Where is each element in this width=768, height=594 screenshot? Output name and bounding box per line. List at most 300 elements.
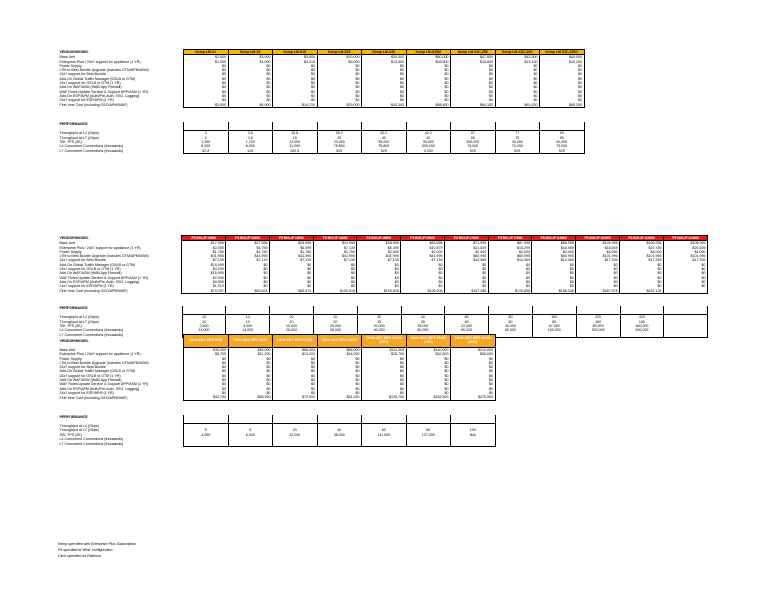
perf-cell: 3,000 [406,149,451,154]
price-cell: $0 [620,271,664,275]
price-cell: $83,624 [226,289,270,294]
price-cell: $0 [540,77,585,81]
price-cell: $0 [362,382,407,386]
model-header: F5 BIG-IP i2600 [182,236,226,241]
price-cell: $11,250 [228,352,273,356]
price-cell: $432,128 [620,289,664,294]
perf-cell: 35,000 [406,140,451,144]
price-cell: $0 [184,81,229,85]
perf-label: Throughput at L7 (Gbps) [59,135,99,140]
perf-cell: 4,000 [184,433,229,437]
price-cell: $0 [228,72,273,76]
price-cell: $0 [184,357,229,361]
perf-cell [664,333,708,338]
price-cell: $0 [273,98,318,102]
price-cell: $0 [406,72,451,76]
price-cell: $27,995 [226,241,270,246]
perf-label: Throughput at L7 (Gbps) [59,319,99,324]
price-cell: $176,658 [488,289,532,294]
price-cell: $0 [184,374,229,378]
price-cell: $24,995 [182,263,226,267]
price-cell: $0 [576,276,620,280]
price-cell: $42,500 [495,55,540,60]
price-cell: $1,750 [182,250,226,254]
perf-label: L7 Concurrent Connections (thousands) [59,148,124,153]
price-cell: $20,000 [317,55,362,60]
price-cell: $0 [269,267,313,271]
model-header: Citrix ADC MPX 15120 (25G) [362,335,407,348]
perf-cell: 525 [540,149,585,154]
price-cell: $0 [269,263,313,267]
price-cell: $45,000 [228,348,273,353]
price-cell: $0 [273,72,318,76]
price-cell: $0 [313,267,357,271]
perf-cell: 111,000 [362,433,407,437]
price-cell: $0 [664,263,708,267]
price-cell: $0 [226,280,270,284]
price-cell: $0 [317,357,362,361]
row-label: Add-On WAF/ASM (WAB App Firewall) [59,378,122,383]
price-cell: $15,299 [488,246,532,250]
model-header: F5 BIG-IP i10800 [576,236,620,241]
price-cell: $5,099 [269,246,313,250]
price-cell: $186,348 [532,289,576,294]
price-cell: $0 [406,77,451,81]
price-cell: $0 [540,90,585,94]
price-cell: $38,995 [357,241,401,246]
perf-label: L7 Concurrent Connections (thousands) [59,332,124,337]
price-cell: $0 [362,94,407,98]
price-cell: $1,750 [226,250,270,254]
perf-cell: 80 [445,315,489,320]
price-cell: $0 [406,90,451,94]
perf-cell: 35,000 [362,140,407,144]
price-cell: $10,369 [532,258,576,262]
row-label: Add-On Global Traffic Manager (GSLB or GTM) [59,369,136,374]
price-cell: $126,008 [401,289,445,294]
price-cell: $15,995 [182,271,226,275]
perf-cell: 38,000 [317,433,362,437]
perf-cell: 40,000 [540,140,585,144]
price-cell: $0 [317,374,362,378]
price-cell: $29,995 [269,241,313,246]
price-cell: $0 [273,68,318,72]
perf-cell [406,441,451,446]
model-header: Kemp LM-X25 [317,50,362,55]
price-cell: $0 [317,81,362,85]
price-cell: $1,750 [269,250,313,254]
price-cell: $0 [273,64,318,68]
perf-cell: 525 [317,149,362,154]
price-cell: $108,995 [664,241,708,246]
perf-cell: 525 [362,149,407,154]
price-cell: $0 [269,284,313,288]
performance-title: PERFORMANCE [59,121,88,126]
price-cell: $0 [540,68,585,72]
model-header: Kemp LM-X4C-100G [540,50,585,55]
price-cell: $0 [488,263,532,267]
perf-cell: 3.6 [228,131,273,136]
price-cell: $0 [451,361,496,365]
price-cell: $0 [495,98,540,102]
price-cell: $0 [317,391,362,395]
perf-cell: 525 [495,149,540,154]
perf-cell: 75,000 [540,144,585,148]
price-cell: $0 [313,271,357,275]
price-cell: $1,019 [182,284,226,288]
price-cell: $20,250 [540,60,585,64]
price-cell: $162,500 [406,395,451,400]
price-cell: $0 [228,68,273,72]
price-cell: $41,995 [401,254,445,258]
price-cell: $0 [495,77,540,81]
price-cell: $55,000 [451,352,496,356]
price-cell: $0 [273,81,318,85]
price-cell: $0 [226,263,270,267]
perf-cell: 80,000 [489,328,533,332]
price-cell: $210,000 [451,348,496,353]
price-cell: $0 [273,369,318,373]
price-cell: $66,000 [273,348,318,353]
row-label: First Year Cost (Including GEO/APM/WAF) [59,395,128,400]
price-cell: $43,750 [184,395,229,400]
price-cell: $0 [444,284,488,288]
price-cell: $2,000 [357,250,401,254]
perf-cell: 57 [451,131,496,136]
perf-cell: 80 [532,320,576,324]
model-header: F5 BIG-IP i4800 [313,236,357,241]
model-header: F5 BIG-IP i7800 [488,236,532,241]
perf-cell: 42.2 [406,131,451,136]
perf-label: SSL TPS (2K) [59,432,82,437]
perf-cell: 60 [445,320,489,324]
price-cell: $0 [228,357,273,361]
price-cell: $0 [228,90,273,94]
perf-cell [451,441,496,446]
price-cell: $0 [401,284,445,288]
price-cell: $0 [406,361,451,365]
perf-label: Throughput at L7 (Gbps) [59,428,99,433]
row-label: Add-On ESP/APM (Auth/Pre-Auth, SSO, Logging) [59,93,140,98]
price-cell: $0 [540,72,585,76]
kemp-section [58,49,585,154]
perf-cell: 160 [576,320,620,324]
row-label: 24x7 support for ESP/APM (1 YR) [59,390,114,395]
price-cell: $0 [362,90,407,94]
price-cell: $0 [273,357,318,361]
price-cell: $0 [444,263,488,267]
price-cell: $0 [406,357,451,361]
price-cell: $0 [228,387,273,391]
perf-cell: 35 [357,320,401,324]
perf-cell: 14,000 [182,328,226,332]
pricing-table [58,334,496,401]
price-cell: $17,339 [576,258,620,262]
perf-cell: 75,800 [362,144,407,148]
footnote: Kemp specified with Enterprise Plus Subscription [58,542,137,546]
perf-label: Throughput at L4 (Gbps) [59,315,99,320]
price-cell: $0 [184,369,229,373]
price-cell: $70,297 [182,289,226,294]
perf-cell: 5 [228,428,273,432]
perf-cell: 75,000 [451,144,496,148]
price-cell: $139,750 [362,395,407,400]
price-cell: $101,995 [576,254,620,258]
price-cell: $0 [495,90,540,94]
price-cell: $0 [317,68,362,72]
price-cell: $0 [664,271,708,275]
price-cell: $71,995 [444,241,488,246]
section-title: VENDOR/MODEL [59,50,89,54]
price-cell: $13,200 [273,352,318,356]
perf-cell: 10 [182,315,226,320]
perf-label: L4 Concurrent Connections (thousands) [59,328,124,333]
price-cell: $0 [406,391,451,395]
price-cell: $0 [362,365,407,369]
price-cell: $0 [664,267,708,271]
price-cell: $0 [317,369,362,373]
perf-cell: 300,000 [576,328,620,332]
perf-cell: 300,000 [406,144,451,148]
price-cell: $64,300 [451,103,496,108]
price-cell: $41,995 [269,254,313,258]
price-cell: $0 [184,77,229,81]
price-cell: $0 [226,284,270,288]
row-label: First Year Cost (Including GEO/APM/WAF) [59,288,128,293]
price-cell: $1,000 [228,60,273,64]
model-header: Citrix ADC MPX 15020 [317,335,362,348]
row-label: 24x7 support for GSLB or GTM (1 YR) [59,267,121,272]
price-cell: $0 [313,276,357,280]
perf-cell: 320 [620,315,664,320]
price-cell: $0 [620,267,664,271]
perf-cell: 20 [313,320,357,324]
row-label: WAF Rules Update Service & Support APP/ASM (1 YR) [59,89,149,94]
price-cell: $45,000 [540,55,585,60]
perf-cell: 300,000 [620,328,664,332]
price-cell: $0 [532,284,576,288]
price-cell: $0 [451,85,496,89]
table-row [58,289,708,294]
perf-cell: 20 [270,320,314,324]
perf-cell: 10 [182,320,226,324]
price-cell: $9,000 [317,60,362,64]
perf-cell: 160 [620,320,664,324]
model-header: F5 BIG-IP i4600 [269,236,313,241]
price-cell: $0 [184,382,229,386]
price-cell: $2,000 [532,250,576,254]
price-cell: $111,300 [362,348,407,353]
price-cell: $0 [269,271,313,275]
model-header: Kemp LM-X3 [228,50,273,55]
price-cell: $14,210 [273,103,318,108]
price-cell: $0 [228,85,273,89]
perf-cell: 93 [540,131,585,136]
price-cell: $0 [273,382,318,386]
price-cell: $0 [401,280,445,284]
price-cell: $53,995 [401,241,445,246]
header-row [58,335,495,348]
perf-cell [184,441,229,446]
price-cell: $0 [488,284,532,288]
performance-table [58,415,496,447]
price-cell: $467,978 [576,289,620,294]
row-label: Add-On WAF/ASM (WAB App Firewall) [59,85,122,90]
price-cell: $0 [451,94,496,98]
perf-cell: 20 [273,428,318,432]
price-cell: $0 [488,267,532,271]
perf-label: L7 Concurrent Connections (thousands) [59,441,124,446]
price-cell: $0 [228,365,273,369]
price-cell: $0 [532,271,576,275]
price-cell: $4,000 [664,250,708,254]
price-cell: $4,000 [620,250,664,254]
perf-cell: 2,500 [182,324,226,328]
price-cell: $0 [620,280,664,284]
price-cell: $0 [451,90,496,94]
price-cell: $41,995 [226,254,270,258]
perf-cell: 320 [576,315,620,320]
perf-cell: 160,000 [620,324,664,328]
perf-cell: 14,000 [226,328,270,332]
perf-cell [532,333,576,338]
perf-cell: 80 [489,315,533,320]
price-cell: $0 [228,361,273,365]
perf-cell: 80,000 [401,328,445,332]
price-cell: $0 [317,64,362,68]
perf-cell: 31,000 [273,144,318,148]
price-cell: $1,000 [184,60,229,64]
price-cell: $0 [451,64,496,68]
price-cell: $0 [362,68,407,72]
price-cell: $0 [228,382,273,386]
perf-cell: 62.8 [184,149,229,154]
model-header: F5 BIG-IP i11800 [664,236,708,241]
price-cell: $0 [357,284,401,288]
price-cell: $0 [406,378,451,382]
price-cell: $0 [620,263,664,267]
price-cell: $4,410 [273,60,318,64]
perf-cell: 20 [313,315,357,320]
row-label: LTM to Best Bundle Upgrade (includes GTM/APM/ASM) [59,254,149,259]
price-cell: $0 [488,271,532,275]
price-cell: $0 [495,72,540,76]
pricing-table [58,235,708,294]
perf-cell: 40,000 [357,328,401,332]
perf-cell: 75,800 [317,144,362,148]
model-header: F5 BIG-IP i11600 [620,236,664,241]
row-label: 24x7 support for Best Bundle [59,258,106,263]
perf-cell: 5 [184,428,229,432]
price-cell: $0 [451,369,496,373]
price-cell: $87,995 [488,241,532,246]
price-cell: $65,250 [540,103,585,108]
price-cell: $0 [317,361,362,365]
price-cell: $0 [576,271,620,275]
perf-cell: 160 [532,315,576,320]
model-header: Citrix ADC MPX 5901 [184,335,229,348]
row-label: Add-On ESP/APM (Auth/Pre-Auth, SSO, Logging) [59,279,140,284]
price-cell: $0 [576,280,620,284]
price-cell: $0 [576,284,620,288]
price-cell: $2,000 [401,250,445,254]
perf-cell: 4,000 [226,324,270,328]
perf-cell: 15.8 [273,131,318,136]
row-label: Add-On WAF/ASM (WAB App Firewall) [59,271,122,276]
price-cell: $16,800 [451,60,496,64]
price-cell: $0 [226,267,270,271]
price-cell: $0 [362,374,407,378]
price-cell: $3,059 [182,246,226,250]
row-label: Power Supply [59,249,82,254]
row-label: Enterprise Plus / 24x7 support for appliance (1 YR) [59,59,141,64]
price-cell: $0 [273,365,318,369]
price-cell: $0 [184,387,229,391]
price-cell: $28,750 [362,352,407,356]
performance-table [58,122,585,154]
price-cell: $9,800 [273,55,318,60]
price-cell: $0 [184,94,229,98]
price-cell: $0 [495,68,540,72]
price-cell: $17,339 [620,258,664,262]
price-cell: $61,630 [495,103,540,108]
perf-cell: 80,000 [445,328,489,332]
price-cell: $0 [313,280,357,284]
perf-cell: 3 [184,136,229,140]
model-header: Kemp LM-X4C-40G [495,50,540,55]
price-cell: $0 [228,369,273,373]
model-header: Citrix ADC MPX 8905 [228,335,273,348]
perf-cell: 262.5 [273,149,318,154]
performance-title: PERFORMANCE [59,305,88,310]
price-cell: $0 [362,77,407,81]
row-label: Power Supply [59,356,82,361]
price-cell: $0 [228,374,273,378]
perf-cell: 40 [406,136,451,140]
price-cell: $7,139 [357,258,401,262]
row-label: 24x7 support for Best Bundle [59,72,106,77]
perf-cell [317,441,362,446]
price-cell: $0 [184,391,229,395]
price-cell: $0 [228,391,273,395]
price-cell: $60,995 [444,254,488,258]
row-label: 24x7 support for ESP/APM (1 YR) [59,284,114,289]
price-cell: $35,000 [184,348,229,353]
price-cell: $0 [495,85,540,89]
price-cell: $0 [273,94,318,98]
perf-cell: 40 [317,428,362,432]
price-cell: $6,499 [357,246,401,250]
price-cell: $47,500 [451,55,496,60]
row-label: 24x7 support for Best Bundle [59,365,106,370]
price-cell: $8,750 [184,352,229,356]
price-cell: $0 [406,382,451,386]
price-cell: $65,000 [317,348,362,353]
price-cell: $0 [451,391,496,395]
price-cell: $19,789 [620,246,664,250]
price-cell: $9,995 [182,280,226,284]
price-cell: $0 [401,271,445,275]
price-cell: $0 [362,357,407,361]
price-cell: $0 [357,280,401,284]
perf-cell: N/A [451,433,496,437]
price-cell: $0 [451,77,496,81]
price-cell: $10,369 [488,258,532,262]
price-cell: $0 [362,378,407,382]
perf-cell: 125 [228,149,273,154]
price-cell: $10,369 [444,258,488,262]
price-cell: $0 [273,85,318,89]
